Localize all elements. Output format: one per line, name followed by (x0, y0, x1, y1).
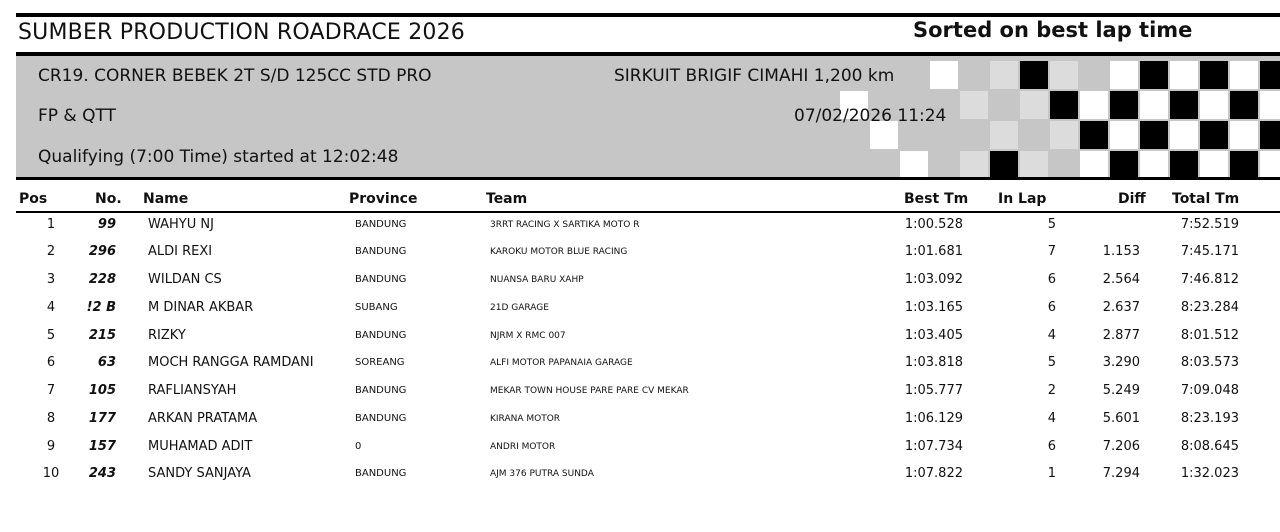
checker-square (1020, 151, 1048, 179)
number-cell: 228 (88, 272, 116, 287)
best-time-cell: 1:03.165 (904, 300, 963, 315)
checker-square (1200, 151, 1228, 179)
total-time-cell: 8:03.573 (1180, 355, 1239, 370)
team-cell: 21D GARAGE (490, 303, 549, 313)
team-cell: ANDRI MOTOR (490, 442, 556, 452)
province-cell: 0 (355, 441, 362, 452)
checker-square (1200, 91, 1228, 119)
in-lap-cell: 6 (1047, 300, 1056, 315)
number-cell: 63 (97, 355, 116, 370)
checker-square (1110, 91, 1138, 119)
pos-cell: 9 (46, 439, 56, 454)
province-cell: BANDUNG (355, 385, 407, 396)
province-cell: BANDUNG (355, 246, 407, 257)
best-time-cell: 1:05.777 (904, 383, 963, 398)
diff-cell: 5.601 (1102, 411, 1140, 426)
total-time-cell: 8:08.645 (1180, 439, 1239, 454)
pos-cell: 1 (46, 217, 56, 232)
table-row (0, 439, 1280, 466)
checker-square (1260, 91, 1280, 119)
checker-square (1230, 151, 1258, 179)
name-cell: ARKAN PRATAMA (148, 411, 258, 426)
total-time-cell: 8:23.284 (1180, 300, 1239, 315)
team-cell: NUANSA BARU XAHP (490, 275, 584, 285)
checker-square (1170, 91, 1198, 119)
in-lap-cell: 4 (1047, 328, 1056, 343)
checker-square (1140, 121, 1168, 149)
name-cell: M DINAR AKBAR (148, 300, 254, 315)
team-cell: AJM 376 PUTRA SUNDA (490, 469, 594, 479)
province-cell: BANDUNG (355, 413, 407, 424)
table-row (0, 355, 1280, 382)
checker-square (1020, 61, 1048, 89)
in-lap-cell: 4 (1047, 411, 1056, 426)
col-total-tm: Total Tm (1172, 191, 1240, 207)
session-label: FP & QTT (38, 106, 116, 126)
total-time-cell: 7:45.171 (1180, 244, 1239, 259)
name-cell: MOCH RANGGA RAMDANI (148, 355, 314, 370)
in-lap-cell: 5 (1047, 217, 1056, 232)
table-row (0, 217, 1280, 244)
number-cell: 157 (88, 439, 116, 454)
diff-cell: 3.290 (1102, 355, 1140, 370)
team-cell: KAROKU MOTOR BLUE RACING (490, 247, 628, 257)
name-cell: SANDY SANJAYA (148, 466, 251, 481)
checker-square (1260, 151, 1280, 179)
total-time-cell: 8:01.512 (1180, 328, 1239, 343)
diff-cell: 1.153 (1102, 244, 1140, 259)
col-no: No. (95, 191, 122, 207)
checker-square (1140, 91, 1168, 119)
session-datetime: 07/02/2026 11:24 (794, 106, 947, 126)
checker-square (1170, 61, 1198, 89)
col-best-tm: Best Tm (904, 191, 969, 207)
best-time-cell: 1:06.129 (904, 411, 963, 426)
col-pos: Pos (19, 191, 48, 207)
number-cell: 296 (88, 244, 116, 259)
pos-cell: 8 (46, 411, 56, 426)
event-title: SUMBER PRODUCTION ROADRACE 2026 (18, 20, 465, 45)
table-row (0, 411, 1280, 438)
pos-cell: 7 (46, 383, 56, 398)
name-cell: WILDAN CS (148, 272, 222, 287)
in-lap-cell: 2 (1047, 383, 1056, 398)
province-cell: BANDUNG (355, 468, 407, 479)
number-cell: 105 (88, 383, 116, 398)
province-cell: BANDUNG (355, 219, 407, 230)
col-diff: Diff (1118, 191, 1146, 207)
province-cell: SUBANG (355, 302, 398, 313)
checker-square (1230, 121, 1258, 149)
circuit-label: SIRKUIT BRIGIF CIMAHI 1,200 km (614, 66, 895, 86)
sort-note: Sorted on best lap time (913, 18, 1193, 42)
checker-square (1080, 151, 1108, 179)
in-lap-cell: 6 (1047, 272, 1056, 287)
team-cell: KIRANA MOTOR (490, 414, 561, 424)
best-time-cell: 1:07.734 (904, 439, 963, 454)
checker-square (1200, 61, 1228, 89)
number-cell: 99 (97, 217, 116, 232)
checker-square (1230, 91, 1258, 119)
province-cell: BANDUNG (355, 274, 407, 285)
col-name: Name (143, 191, 189, 207)
header-rule (16, 211, 1280, 213)
pos-cell: 5 (46, 328, 56, 343)
number-cell: 215 (88, 328, 116, 343)
checker-square (1260, 61, 1280, 89)
session-header (16, 52, 1280, 180)
best-time-cell: 1:01.681 (904, 244, 963, 259)
in-lap-cell: 7 (1047, 244, 1056, 259)
total-time-cell: 7:46.812 (1180, 272, 1239, 287)
checker-square (960, 91, 988, 119)
team-cell: ALFI MOTOR PAPANAIA GARAGE (490, 358, 633, 368)
checker-square (1080, 91, 1108, 119)
checker-square (1170, 151, 1198, 179)
checker-square (990, 151, 1018, 179)
number-cell: !2 B (86, 300, 116, 315)
table-row (0, 300, 1280, 327)
in-lap-cell: 1 (1047, 466, 1056, 481)
team-cell: NJRM X RMC 007 (490, 331, 566, 341)
province-cell: BANDUNG (355, 330, 407, 341)
best-time-cell: 1:03.092 (904, 272, 963, 287)
pos-cell: 6 (46, 355, 56, 370)
checker-square (1140, 61, 1168, 89)
checker-square (1110, 61, 1138, 89)
number-cell: 243 (88, 466, 116, 481)
best-time-cell: 1:07.822 (904, 466, 963, 481)
checker-square (1110, 121, 1138, 149)
checker-square (1200, 121, 1228, 149)
checker-square (1050, 91, 1078, 119)
checker-square (900, 151, 928, 179)
checker-square (960, 151, 988, 179)
checker-square (1050, 61, 1078, 89)
total-time-cell: 1:32.023 (1180, 466, 1239, 481)
pos-cell: 10 (42, 466, 60, 481)
diff-cell: 7.294 (1102, 466, 1140, 481)
checker-square (1110, 151, 1138, 179)
checker-square (1080, 121, 1108, 149)
checker-square (930, 61, 958, 89)
table-row (0, 383, 1280, 410)
diff-cell: 2.564 (1102, 272, 1140, 287)
class-label: CR19. CORNER BEBEK 2T S/D 125CC STD PRO (38, 66, 432, 86)
checker-square (1260, 121, 1280, 149)
diff-cell: 7.206 (1102, 439, 1140, 454)
diff-cell: 2.877 (1102, 328, 1140, 343)
team-cell: MEKAR TOWN HOUSE PARE PARE CV MEKAR (490, 386, 689, 396)
best-time-cell: 1:03.818 (904, 355, 963, 370)
checker-square (990, 121, 1018, 149)
number-cell: 177 (88, 411, 116, 426)
col-province: Province (349, 191, 418, 207)
pos-cell: 3 (46, 272, 56, 287)
pos-cell: 2 (46, 244, 56, 259)
name-cell: RIZKY (148, 328, 186, 343)
checker-square (1140, 151, 1168, 179)
name-cell: WAHYU NJ (148, 217, 214, 232)
top-rule (16, 13, 1280, 17)
table-row (0, 272, 1280, 299)
name-cell: RAFLIANSYAH (148, 383, 237, 398)
name-cell: ALDI REXI (148, 244, 213, 259)
total-time-cell: 7:52.519 (1180, 217, 1239, 232)
best-time-cell: 1:03.405 (904, 328, 963, 343)
province-cell: SOREANG (355, 357, 405, 368)
in-lap-cell: 5 (1047, 355, 1056, 370)
diff-cell: 2.637 (1102, 300, 1140, 315)
checker-square (1230, 61, 1258, 89)
table-row (0, 328, 1280, 355)
col-in-lap: In Lap (998, 191, 1047, 207)
total-time-cell: 7:09.048 (1180, 383, 1239, 398)
checker-square (990, 61, 1018, 89)
col-team: Team (486, 191, 528, 207)
best-time-cell: 1:00.528 (904, 217, 963, 232)
checker-square (1020, 91, 1048, 119)
table-row (0, 466, 1280, 493)
diff-cell: 5.249 (1102, 383, 1140, 398)
in-lap-cell: 6 (1047, 439, 1056, 454)
team-cell: 3RRT RACING X SARTIKA MOTO R (490, 220, 640, 230)
total-time-cell: 8:23.193 (1180, 411, 1239, 426)
checker-square (1050, 121, 1078, 149)
table-row (0, 244, 1280, 271)
qualifying-label: Qualifying (7:00 Time) started at 12:02:48 (38, 147, 399, 167)
pos-cell: 4 (46, 300, 56, 315)
checker-square (1170, 121, 1198, 149)
name-cell: MUHAMAD ADIT (148, 439, 253, 454)
